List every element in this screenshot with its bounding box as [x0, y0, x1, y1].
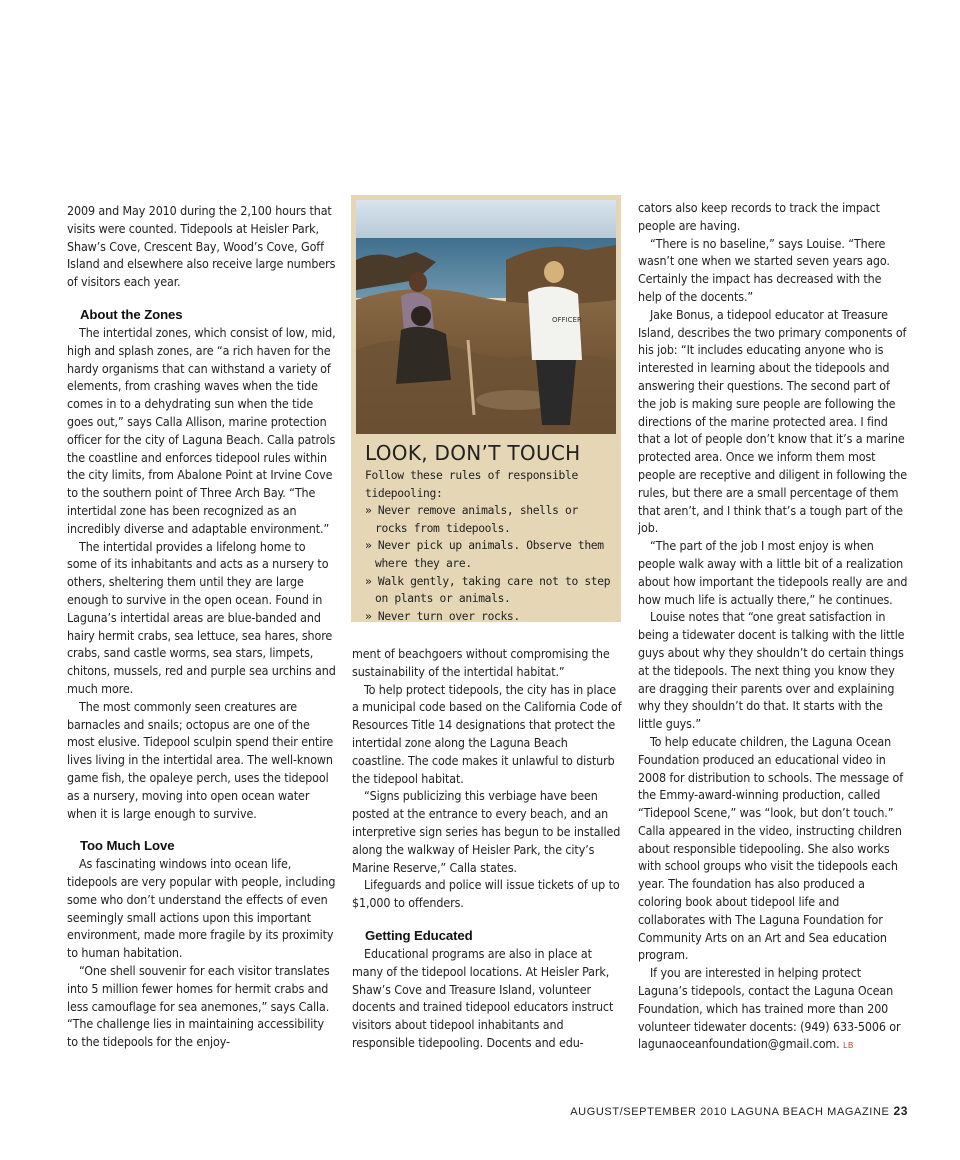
sidebar-box	[351, 195, 621, 622]
end-mark: LB	[843, 1041, 854, 1051]
rules-list	[365, 502, 615, 625]
paragraph: Educational programs are also in place at many of the tidepool locations. At Heisler Park, Shaw’s Cove and Treasure Island, volunteer docents and trained tidepool educators instruct visitors about tidepool inhabitants and responsible tidepooling. Docents and edu-	[352, 945, 614, 1050]
paragraph: The most commonly seen creatures are barnacles and snails; octopus are one of the most elusive. Tidepool sculpin spend their entire lives living in the intertidal area. The well-known game fish, the opaleye perch, uses the tidepool as a nursery, moving into open ocean water when it is large enough to survive.	[67, 698, 334, 821]
paragraph: “There is no baseline,” says Louise. “There wasn’t one when we started seven years ago. Certainly the impact has decreased with the help of the docents.”	[638, 235, 890, 304]
sidebar-title: LOOK, DON’T TOUCH	[365, 441, 581, 465]
tidepool-photo-illustration	[356, 200, 616, 434]
paragraph: To help educate children, the Laguna Ocean Foundation produced an educational video in 2008 for distribution to schools. The message of the Emmy-award-winning production, called “Tidepool Scene,” was “look, but don’t touch.” Calla appeared in the video, instructing children about responsible tidepooling. She also works with school groups who visit the tidepools each year. The foundation has also produced a coloring book about tidepool life and collaborates with The Laguna Foundation for Community Arts on an Art and Sea education program.	[638, 733, 904, 963]
paragraph: 2009 and May 2010 during the 2,100 hours that visits were counted. Tidepools at Heisler Park, Shaw’s Cove, Crescent Bay, Wood’s Cove, Goff Island and elsewhere also receive large numbers of visitors each year.	[67, 203, 336, 290]
paragraph: Jake Bonus, a tidepool educator at Treasure Island, describes the two primary components of his job: “It includes educating anyone who is interested in learning about the tidepools and answering their questions. The second part of the job is making sure people are following the directions of the marine protected area. I find that a lot of people don’t know that it’s a marine protected area. Once we inform them most people are receptive and diligent in following the rules, but there are a small percentage of them that aren’t, and I think that’s a tough part of the job.	[638, 306, 908, 536]
rule-item: » Never turn over rocks.	[365, 609, 520, 623]
subheading-about-zones: About the Zones	[80, 306, 183, 322]
page-footer	[570, 1104, 908, 1118]
article-column-2	[352, 645, 622, 1052]
rule-item: » Never pick up animals. Observe them where they are.	[365, 539, 604, 570]
tidepool-photo	[356, 200, 616, 434]
page-number: 23	[893, 1104, 908, 1118]
closing-text: If you are interested in helping protect Laguna’s tidepools, contact the Laguna Ocean Foundation, which has trained more than 200 volunteer tidewater docents: (949) 633-5006 or lagunaoceanfoundation@gmail.com.	[638, 965, 901, 1052]
paragraph: The intertidal zones, which consist of low, mid, high and splash zones, are “a rich haven for the hardy organisms that can withstand a variety of elements, from crashing waves when the tide comes in to a dehydrating sun when the tide goes out,” says Calla Allison, marine protection officer for the city of Laguna Beach. Calla patrols the coastline and enforces tidepool rules within the city limits, from Abalone Point at Irvine Cove to the southern point of Three Arch Bay. “The intertidal zone has been recognized as an incredibly diverse and adaptable environment.”	[67, 324, 336, 536]
rule-item: » Walk gently, taking care not to step on plants or animals.	[365, 574, 611, 606]
issue-line: AUGUST/SEPTEMBER 2010 LAGUNA BEACH MAGAZINE	[570, 1106, 890, 1118]
paragraph: Lifeguards and police will issue tickets of up to $1,000 to offenders.	[352, 877, 620, 911]
paragraph: Louise notes that “one great satisfaction in being a tidewater docent is talking with the little guys about why they shouldn’t do certain things at the tidepools. The next thing you know they are dragging their parents over and explaining why they shouldn’t do that. It starts with the little guys.”	[638, 609, 905, 732]
subheading-getting-educated: Getting Educated	[365, 927, 473, 943]
article-column-1	[67, 202, 337, 1051]
paragraph: cators also keep records to track the impact people are having.	[638, 200, 880, 233]
paragraph: “The part of the job I most enjoy is when people walk away with a little bit of a realization about how important the tidepools really are and how much life is actually there,” he continues.	[638, 538, 908, 607]
paragraph: As fascinating windows into ocean life, tidepools are very popular with people, including some who don’t understand the effects of even seemingly small actions upon this important environment, made more fragile by its proximity to human habitation.	[67, 856, 336, 961]
paragraph: “Signs publicizing this verbiage have been posted at the entrance to every beach, and an interpretive sign series has begun to be installed along the walkway of Heisler Park, the city’s Marine Reserve,” Calla states.	[352, 788, 621, 875]
rule-item: » Never remove animals, shells or rocks from tidepools.	[365, 504, 578, 535]
paragraph: ment of beachgoers without compromising the sustainability of the intertidal habitat.”	[352, 646, 610, 679]
paragraph: The intertidal provides a lifelong home to some of its inhabitants and acts as a nursery to others, sheltering them until they are large enough to survive in the open ocean. Found in Laguna’s intertidal areas are blue-banded and hairy hermit crabs, sea lettuce, sea hares, shore crabs, sand castle worms, sea stars, limpets, chitons, mussels, red and purple sea urchins and much more.	[67, 538, 336, 696]
shirt-label: OFFICER	[552, 316, 582, 324]
paragraph: To help protect tidepools, the city has in place a municipal code based on the California Code of Resources Title 14 designations that protect the intertidal zone along the Laguna Beach coastline. The code makes it unlawful to disturb the tidepool habitat.	[352, 681, 622, 786]
article-column-3	[638, 199, 908, 1055]
subheading-too-much-love: Too Much Love	[80, 838, 175, 854]
paragraph: “One shell souvenir for each visitor translates into 5 million fewer homes for hermit crabs and less camouflage for sea anemones,” says Calla. “The challenge lies in maintaining accessibility to the tidepools for the enjoy-	[67, 963, 330, 1050]
sidebar-body	[365, 467, 615, 625]
paragraph-closing	[638, 964, 908, 1055]
sidebar-intro: Follow these rules of responsible tidepooling:	[365, 469, 578, 500]
